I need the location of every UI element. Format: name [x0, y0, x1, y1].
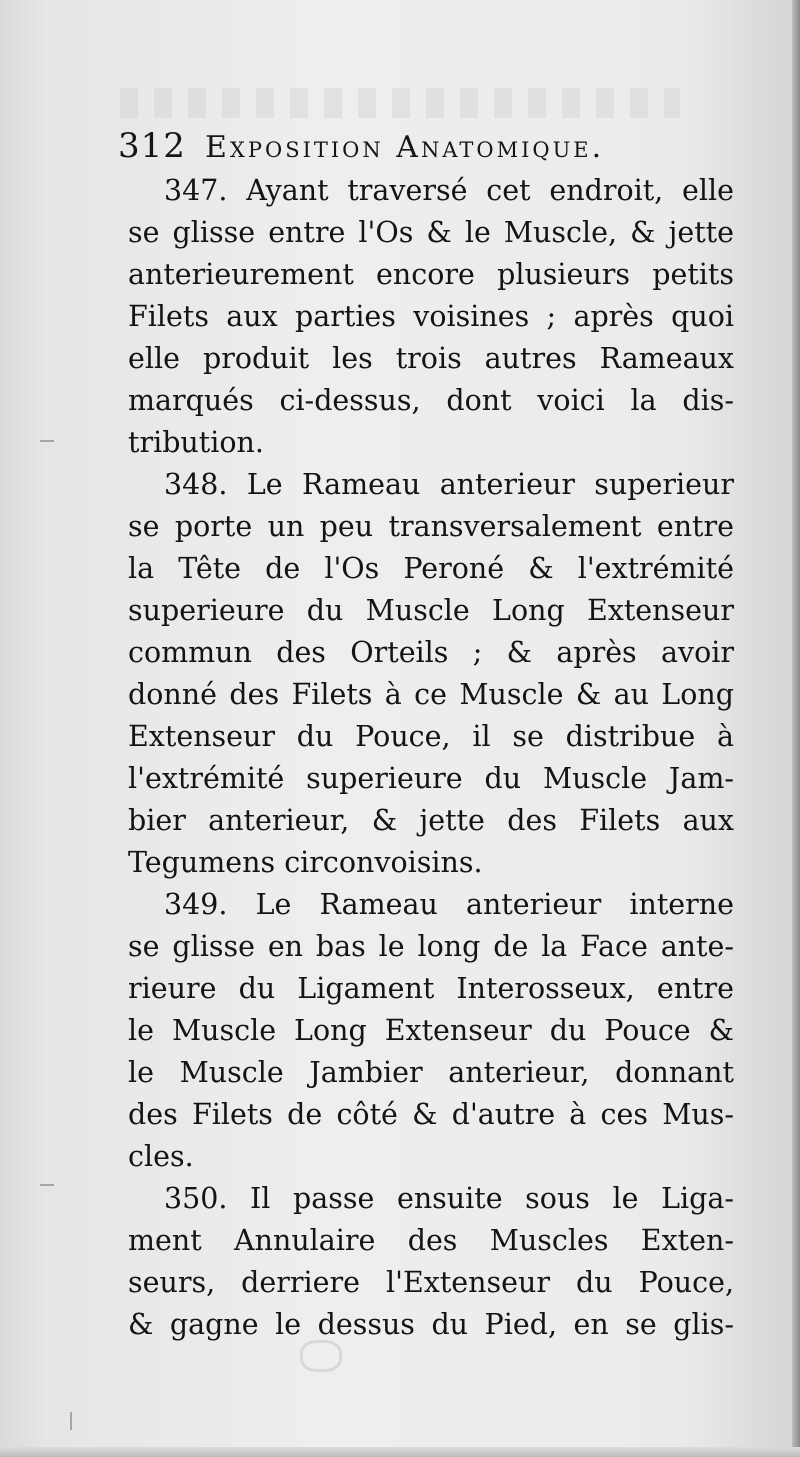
text-line: 350. Il passe ensuite sous le Liga-	[164, 1182, 734, 1215]
text-line: seurs, derriere l'Extenseur du Pouce,	[128, 1266, 734, 1299]
bleed-through-mark	[120, 88, 680, 118]
page-edge-shadow	[792, 0, 800, 1457]
text-line: le Muscle Long Extenseur du Pouce &	[128, 1014, 734, 1047]
text-line: commun des Orteils ; & après avoir	[128, 636, 734, 669]
running-title: Exposition Anatomique.	[205, 130, 605, 165]
margin-tick	[70, 1412, 72, 1430]
text-line: 348. Le Rameau anterieur superieur	[164, 468, 734, 501]
text-line: rieure du Ligament Interosseux, entre	[128, 972, 734, 1005]
page-number: 312	[118, 126, 186, 166]
margin-tick	[40, 1184, 54, 1186]
text-line: se porte un peu transversalement entre	[128, 510, 734, 543]
text-line: & gagne le dessus du Pied, en se glis-	[128, 1308, 734, 1341]
text-line: donné des Filets à ce Muscle & au Long	[128, 678, 734, 711]
text-line: 347. Ayant traversé cet endroit, elle	[164, 174, 734, 207]
text-line: elle produit les trois autres Rameaux	[128, 342, 734, 375]
running-header	[118, 126, 728, 170]
text-line: Extenseur du Pouce, il se distribue à	[128, 720, 734, 753]
text-line: cles.	[128, 1140, 194, 1173]
page-bottom-edge	[0, 1447, 800, 1457]
text-line: anterieurement encore plusieurs petits	[128, 258, 734, 291]
text-line: la Tête de l'Os Peroné & l'extrémité	[128, 552, 734, 585]
text-line: superieure du Muscle Long Extenseur	[128, 594, 734, 627]
text-line: marqués ci-dessus, dont voici la dis-	[128, 384, 734, 417]
text-line: se glisse en bas le long de la Face ante-	[128, 930, 734, 963]
text-line: l'extrémité superieure du Muscle Jam-	[128, 762, 734, 795]
text-line: tribution.	[128, 426, 264, 459]
text-line: ment Annulaire des Muscles Exten-	[128, 1224, 734, 1257]
text-line: 349. Le Rameau anterieur interne	[164, 888, 734, 921]
text-line: bier anterieur, & jette des Filets aux	[128, 804, 734, 837]
text-line: le Muscle Jambier anterieur, donnant	[128, 1056, 734, 1089]
text-line: Tegumens circonvoisins.	[128, 846, 483, 879]
text-line: se glisse entre l'Os & le Muscle, & jette	[128, 216, 734, 249]
text-line: Filets aux parties voisines ; après quoi	[128, 300, 734, 333]
text-line: des Filets de côté & d'autre à ces Mus-	[128, 1098, 734, 1131]
margin-tick	[40, 440, 54, 442]
